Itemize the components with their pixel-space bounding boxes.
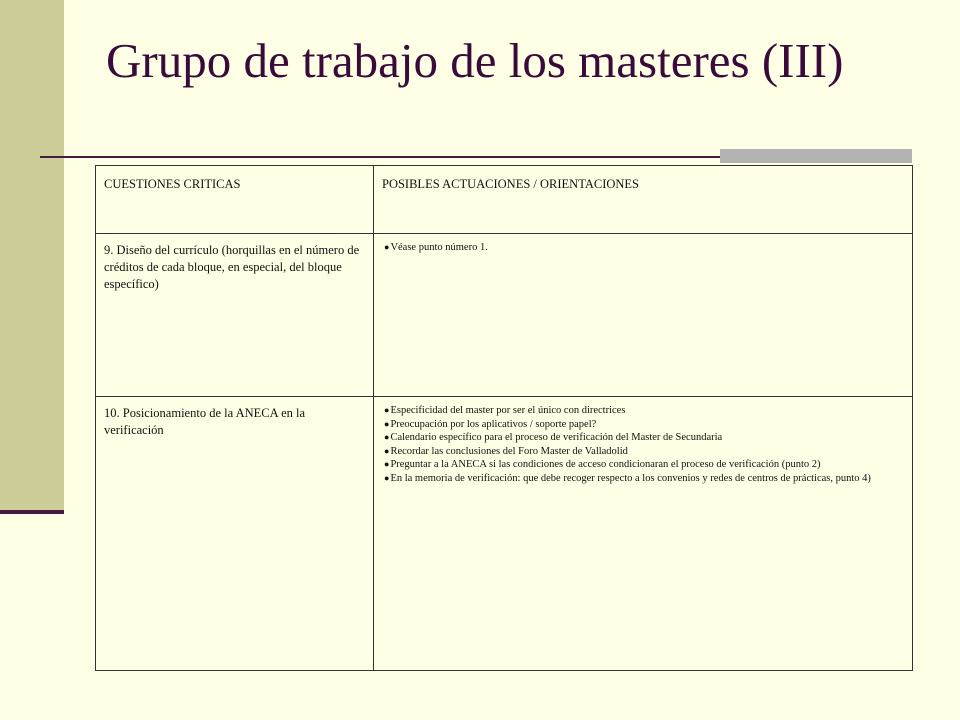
table-row xyxy=(96,234,913,397)
side-decoration-base xyxy=(0,510,64,514)
header-possible-actions: POSIBLES ACTUACIONES / ORIENTACIONES xyxy=(374,166,913,234)
action-text: Recordar las conclusiones del Foro Master de Valladolid xyxy=(390,445,628,457)
action-item xyxy=(384,472,904,486)
bullet-icon: ● xyxy=(384,418,390,429)
bullet-icon: ● xyxy=(384,459,390,469)
action-text: Preguntar a la ANECA si las condiciones de acceso condicionaran el proceso de verificación (punto 2) xyxy=(390,459,821,470)
issue-cell: 9. Diseño del currículo (horquillas en el número de créditos de cada bloque, en especial, del bloque específico) xyxy=(96,234,374,397)
action-text: En la memoria de verificación: que debe recoger respecto a los convenios y redes de centros de prácticas, punto 4) xyxy=(390,472,871,484)
action-text: Calendario específico para el proceso de verificación del Master de Secundaria xyxy=(390,432,723,443)
actions-cell xyxy=(374,234,913,397)
actions-list xyxy=(384,404,904,485)
table-row xyxy=(96,397,913,671)
bullet-icon: ● xyxy=(384,242,390,252)
side-decoration-bar xyxy=(0,0,64,512)
table-header-row xyxy=(96,166,913,234)
issues-table xyxy=(95,165,913,671)
header-critical-issues: CUESTIONES CRITICAS xyxy=(96,166,374,234)
bullet-icon: ● xyxy=(384,445,390,456)
action-item xyxy=(384,418,904,432)
slide-title: Grupo de trabajo de los masteres (III) xyxy=(106,33,844,88)
action-text: Especificidad del master por ser el único con directrices xyxy=(390,405,626,416)
issue-cell: 10. Posicionamiento de la ANECA en la verificación xyxy=(96,397,374,671)
bullet-icon: ● xyxy=(384,432,390,442)
action-text: Preocupación por los aplicativos / soporte papel? xyxy=(390,418,597,430)
bullet-icon: ● xyxy=(384,405,390,415)
action-item xyxy=(384,431,904,445)
accent-block xyxy=(720,149,912,163)
action-item xyxy=(384,241,904,255)
action-item xyxy=(384,404,904,418)
action-item xyxy=(384,458,904,472)
action-item xyxy=(384,445,904,459)
actions-list xyxy=(384,241,904,255)
actions-cell xyxy=(374,397,913,671)
action-text: Véase punto número 1. xyxy=(390,242,488,253)
bullet-icon: ● xyxy=(384,472,390,483)
